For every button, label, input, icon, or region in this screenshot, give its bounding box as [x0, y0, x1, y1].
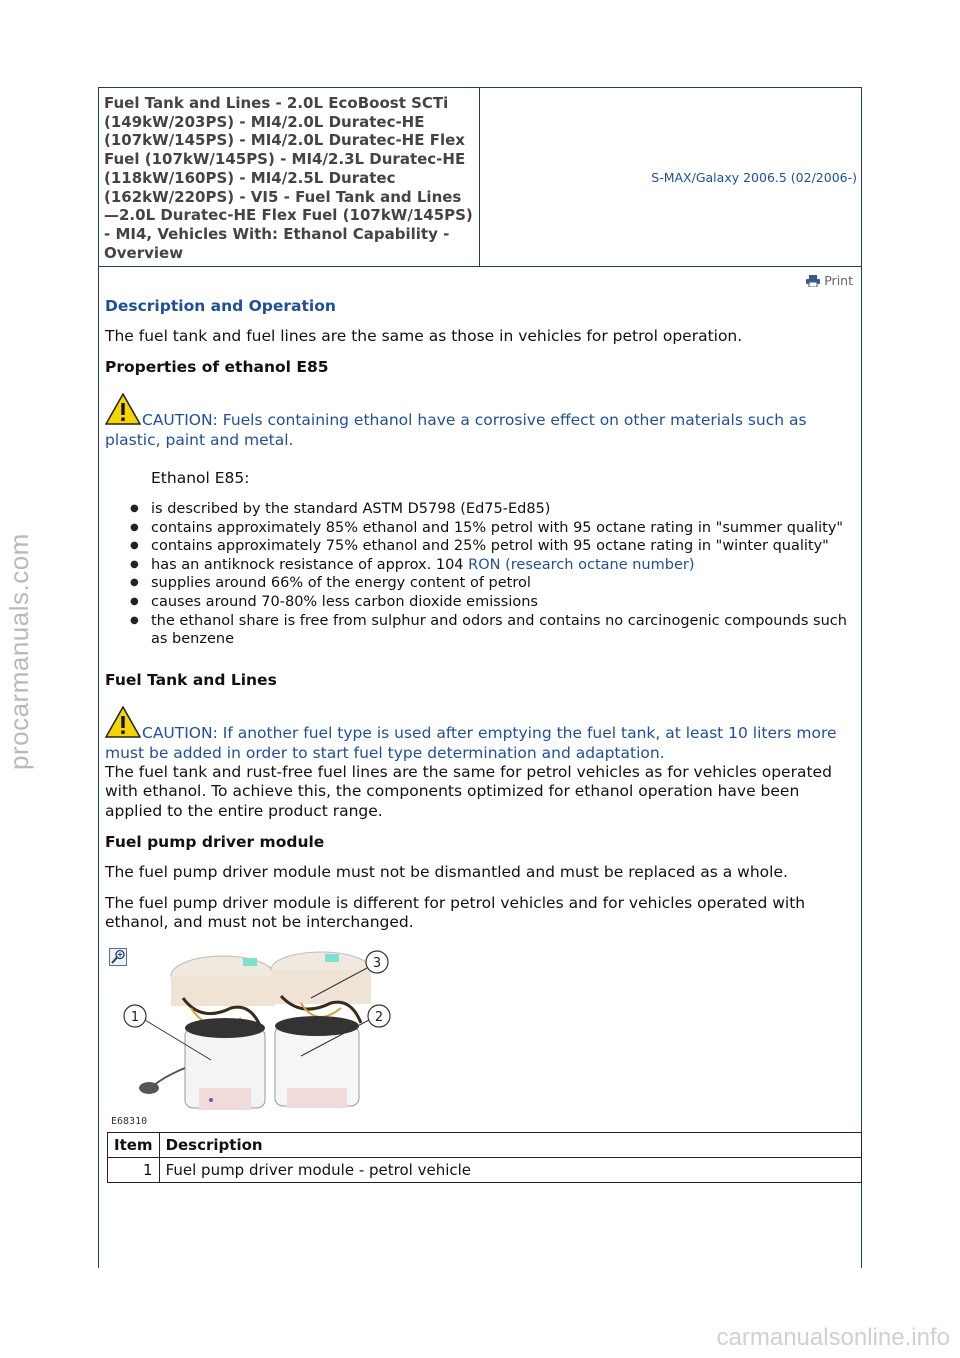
callout-2: 2	[374, 1010, 384, 1026]
list-item: ● contains approximately 75% ethanol and 25% petrol with 95 octane rating in "winter quality"	[151, 537, 855, 556]
warning-icon	[105, 393, 141, 430]
ron-link[interactable]: RON (research octane number)	[468, 556, 695, 573]
table-header-description: Description	[159, 1133, 861, 1158]
table-cell-item: 1	[108, 1158, 160, 1183]
list-item-text: has an antiknock resistance of approx. 104	[151, 556, 469, 573]
figure-container	[105, 932, 855, 1132]
table-header-item: Item	[108, 1133, 160, 1158]
print-button[interactable]	[806, 273, 853, 288]
document-header	[99, 88, 861, 267]
warning-icon	[105, 706, 141, 743]
section-heading-ethanol: Properties of ethanol E85	[105, 358, 329, 376]
caution-ethanol-text: CAUTION: Fuels containing ethanol have a corrosive effect on other materials such as plastic, paint and metal.	[105, 411, 807, 449]
caution-ethanol	[105, 393, 855, 450]
table-header-row	[108, 1133, 862, 1158]
list-item: ● the ethanol share is free from sulphur and odors and contains no carcinogenic compounds such as benzene	[151, 612, 855, 649]
caution-fuel-type	[105, 706, 855, 763]
list-item	[151, 556, 855, 575]
caution-fuel-type-text: CAUTION: If another fuel type is used after emptying the fuel tank, at least 10 liters more must be added in order to start fuel type determination and adaptation.	[105, 723, 837, 762]
document-body	[99, 267, 861, 1183]
callout-3: 3	[372, 956, 382, 972]
list-item: ● supplies around 66% of the energy content of petrol	[151, 574, 855, 593]
ethanol-properties-list	[105, 500, 855, 649]
section-heading-description: Description and Operation	[105, 297, 336, 315]
page-title: Fuel Tank and Lines - 2.0L EcoBoost SCTi (149kW/203PS) - MI4/2.0L Duratec-HE (107kW/145PS) - MI4/2.0L Duratec-HE Flex Fuel (107kW/145PS) - MI4/2.3L Duratec-HE (118kW/160PS) - MI4/2.5L Duratec (162kW/220PS) - VI5 - Fuel Tank and Lines—2.0L Duratec-HE Flex Fuel (107kW/145PS) - MI4, Vehicles With: Ethanol Capability - Overview	[99, 88, 480, 266]
document-frame	[98, 87, 862, 1268]
intro-paragraph: The fuel tank and fuel lines are the same as those in vehicles for petrol operation.	[105, 327, 743, 345]
section-heading-fuel-tank: Fuel Tank and Lines	[105, 670, 277, 689]
ethanol-lead: Ethanol E85:	[151, 469, 250, 487]
list-item: ● is described by the standard ASTM D5798 (Ed75-Ed85)	[151, 500, 855, 519]
fuel-tank-paragraph: The fuel tank and rust-free fuel lines are the same for petrol vehicles as for vehicles operated with ethanol. To achieve this, the components optimized for ethanol operation have been applied to the entire product range.	[105, 762, 832, 820]
printer-icon	[806, 275, 820, 287]
table-cell-description: Fuel pump driver module - petrol vehicle	[159, 1158, 861, 1183]
section-heading-pump-module: Fuel pump driver module	[105, 833, 325, 852]
fuel-pump-module-illustration	[111, 948, 411, 1128]
figure-code: E68310	[111, 1116, 148, 1128]
model-label: S-MAX/Galaxy 2006.5 (02/2006-)	[651, 169, 857, 185]
callout-1: 1	[130, 1010, 140, 1026]
pump-paragraph-2: The fuel pump driver module is different for petrol vehicles and for vehicles operated with ethanol, and must not be interchanged.	[105, 894, 806, 932]
print-label: Print	[824, 273, 853, 288]
pump-paragraph-1: The fuel pump driver module must not be dismantled and must be replaced as a whole.	[105, 863, 788, 882]
items-table	[107, 1132, 862, 1183]
table-row	[108, 1158, 862, 1183]
list-item: ● contains approximately 85% ethanol and 15% petrol with 95 octane rating in "summer quality"	[151, 519, 855, 538]
list-item: ● causes around 70-80% less carbon dioxide emissions	[151, 593, 855, 612]
watermark-bottom: carmanualsonline.info	[716, 1324, 950, 1351]
watermark-side: procarmanuals.com	[4, 533, 34, 770]
